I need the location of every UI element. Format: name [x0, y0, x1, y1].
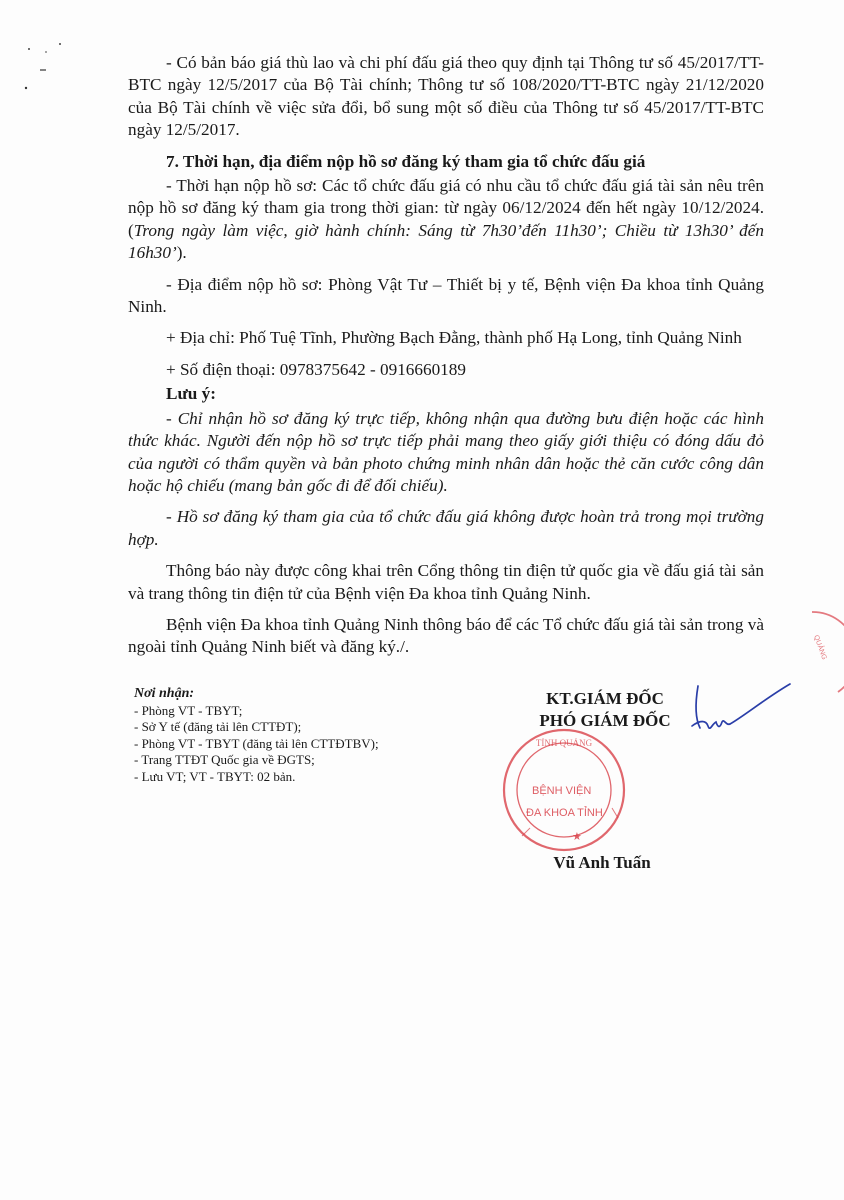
scan-marks: [20, 36, 70, 96]
closing-paragraph-2: Bệnh viện Đa khoa tỉnh Quảng Ninh thông báo để các Tổ chức đấu giá tài sản trong và ngoài tỉnh Quảng Ninh biết và đăng ký./.: [128, 614, 764, 657]
deadline-close: ).: [176, 243, 187, 263]
signature-title-2: PHÓ GIÁM ĐỐC: [539, 711, 671, 730]
signature-title-1: KT.GIÁM ĐỐC: [546, 689, 664, 708]
recipients-block: [134, 686, 464, 785]
recipient-item: - Sở Y tế (đăng tải lên CTTĐT);: [134, 719, 302, 734]
signer-name: Vũ Anh Tuấn: [553, 853, 651, 872]
svg-text:QUẢNG: QUẢNG: [812, 634, 828, 661]
recipient-item: - Phòng VT - TBYT;: [134, 702, 243, 718]
recipients-list: [134, 703, 464, 786]
document-body: [128, 52, 764, 668]
deadline-paragraph: [128, 175, 764, 265]
location-paragraph: - Địa điểm nộp hồ sơ: Phòng Vật Tư – Thiết bị y tế, Bệnh viện Đa khoa tỉnh Quảng Ninh.: [128, 274, 764, 317]
recipient-item: - Trang TTĐT Quốc gia về ĐGTS;: [134, 752, 315, 767]
svg-text:TỈNH QUẢNG: TỈNH QUẢNG: [535, 738, 593, 748]
recipients-title: Nơi nhận:: [134, 686, 195, 701]
note-item-2: - Hồ sơ đăng ký tham gia của tổ chức đấu giá không được hoàn trả trong mọi trường hợp.: [128, 507, 764, 549]
recipient-item: - Phòng VT - TBYT (đăng tải lên CTTĐTBV);: [134, 735, 379, 751]
phone-paragraph: + Số điện thoại: 0978375642 - 0916660189: [166, 359, 466, 379]
closing-paragraph-1: Thông báo này được công khai trên Cổng thông tin điện tử quốc gia về đấu giá tài sản và trang thông tin điện tử của Bệnh viện Đa khoa tỉnh Quảng Ninh.: [128, 561, 764, 603]
official-stamp: [492, 728, 642, 858]
handwritten-signature: [686, 676, 796, 746]
address-paragraph: + Địa chỉ: Phố Tuệ Tĩnh, Phường Bạch Đằng, thành phố Hạ Long, tỉnh Quảng Ninh: [166, 328, 742, 348]
note-item-1: - Chỉ nhận hồ sơ đăng ký trực tiếp, không nhận qua đường bưu điện hoặc các hình thức khác. Người đến nộp hồ sơ trực tiếp phải mang theo giấy giới thiệu có đóng dấu đỏ của người có thẩm quyền và bản photo chứng minh nhân dân hoặc thẻ căn cước công dân hoặc hộ chiếu (mang bản gốc đi để đối chiếu).: [128, 408, 764, 495]
fee-quote-paragraph: - Có bản báo giá thù lao và chi phí đấu giá theo quy định tại Thông tư số 45/2017/TT-BTC ngày 12/5/2017 của Bộ Tài chính; Thông tư số 108/2020/TT-BTC ngày 21/12/2020 của Bộ Tài chính về việc sửa đổi, bổ sung một số điều của Thông tư số 45/2017/TT-BTC ngày 12/5/2017.: [128, 53, 764, 140]
stamp-line-2: ĐA KHOA TỈNH: [526, 807, 603, 819]
recipient-item: - Lưu VT; VT - TBYT: 02 bản.: [134, 768, 296, 784]
stamp-line-1: BỆNH VIỆN: [532, 785, 592, 797]
deadline-hours: Trong ngày làm việc, giờ hành chính: Sáng từ 7h30’đến 11h30’; Chiều từ 13h30’ đến 16h30’: [128, 220, 764, 263]
section-7-heading: 7. Thời hạn, địa điểm nộp hồ sơ đăng ký tham gia tổ chức đấu giá: [166, 151, 646, 171]
edge-stamp: [792, 608, 844, 698]
signature-block: [510, 688, 700, 732]
svg-text:★: ★: [572, 831, 582, 843]
note-title: Lưu ý:: [166, 384, 216, 404]
deadline-text: - Thời hạn nộp hồ sơ: Các tổ chức đấu giá có nhu cầu tổ chức đấu giá tài sản nêu trên nộp hồ sơ đăng ký tham gia trong thời gian: từ ngày 06/12/2024 đến hết ngày 10/12/2024. (: [128, 176, 764, 240]
